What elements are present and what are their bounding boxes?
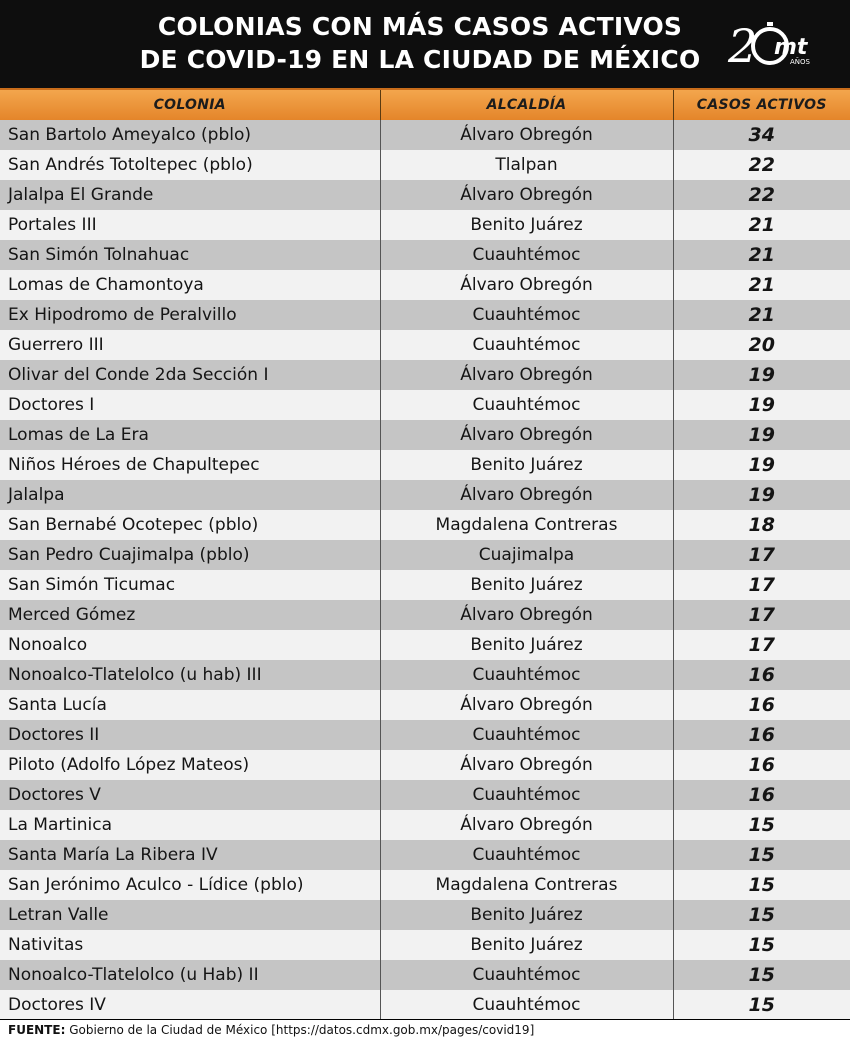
cases-table-wrap <box>0 88 850 1020</box>
table-row <box>0 150 850 180</box>
cell-colonia: Merced Gómez <box>0 600 380 630</box>
cell-casos-activos: 17 <box>673 570 850 600</box>
logo-subtitle: AÑOS <box>790 58 810 66</box>
cell-alcaldia: Álvaro Obregón <box>380 810 673 840</box>
cell-alcaldia: Álvaro Obregón <box>380 480 673 510</box>
cell-alcaldia: Cuauhtémoc <box>380 780 673 810</box>
table-row <box>0 240 850 270</box>
cell-colonia: Niños Héroes de Chapultepec <box>0 450 380 480</box>
table-row <box>0 930 850 960</box>
cell-alcaldia: Cuauhtémoc <box>380 990 673 1020</box>
column-header-colonia: COLONIA <box>0 89 380 120</box>
table-row <box>0 570 850 600</box>
cell-casos-activos: 19 <box>673 360 850 390</box>
table-header-row <box>0 89 850 120</box>
footer-text: Gobierno de la Ciudad de México [https://datos.cdmx.gob.mx/pages/covid19] <box>65 1023 535 1037</box>
cell-casos-activos: 15 <box>673 900 850 930</box>
cell-alcaldia: Tlalpan <box>380 150 673 180</box>
cell-casos-activos: 16 <box>673 750 850 780</box>
cell-colonia: Portales III <box>0 210 380 240</box>
cell-alcaldia: Magdalena Contreras <box>380 510 673 540</box>
table-row <box>0 750 850 780</box>
cell-colonia: Doctores IV <box>0 990 380 1020</box>
cell-alcaldia: Cuauhtémoc <box>380 300 673 330</box>
cell-alcaldia: Álvaro Obregón <box>380 360 673 390</box>
cell-casos-activos: 19 <box>673 390 850 420</box>
cell-alcaldia: Cuauhtémoc <box>380 330 673 360</box>
table-row <box>0 330 850 360</box>
cell-colonia: Doctores II <box>0 720 380 750</box>
cell-colonia: Nonoalco-Tlatelolco (u hab) III <box>0 660 380 690</box>
cell-casos-activos: 17 <box>673 540 850 570</box>
cell-alcaldia: Cuajimalpa <box>380 540 673 570</box>
cell-alcaldia: Álvaro Obregón <box>380 600 673 630</box>
cell-casos-activos: 16 <box>673 690 850 720</box>
cell-colonia: San Andrés Totoltepec (pblo) <box>0 150 380 180</box>
cell-colonia: Olivar del Conde 2da Sección I <box>0 360 380 390</box>
column-header-casos-activos: CASOS ACTIVOS <box>673 89 850 120</box>
cell-casos-activos: 15 <box>673 990 850 1020</box>
cell-alcaldia: Cuauhtémoc <box>380 720 673 750</box>
cell-alcaldia: Álvaro Obregón <box>380 420 673 450</box>
page-title <box>0 10 840 76</box>
table-row <box>0 690 850 720</box>
cell-casos-activos: 16 <box>673 720 850 750</box>
cell-casos-activos: 19 <box>673 450 850 480</box>
cell-casos-activos: 21 <box>673 300 850 330</box>
table-row <box>0 180 850 210</box>
table-row <box>0 510 850 540</box>
cell-casos-activos: 21 <box>673 240 850 270</box>
table-row <box>0 270 850 300</box>
milenio-20-anos-logo <box>726 14 826 76</box>
cell-casos-activos: 16 <box>673 660 850 690</box>
table-row <box>0 450 850 480</box>
source-footer <box>8 1023 848 1037</box>
cell-colonia: Nonoalco <box>0 630 380 660</box>
cell-casos-activos: 15 <box>673 870 850 900</box>
cell-alcaldia: Álvaro Obregón <box>380 750 673 780</box>
table-row <box>0 600 850 630</box>
cell-alcaldia: Álvaro Obregón <box>380 270 673 300</box>
cell-alcaldia: Cuauhtémoc <box>380 660 673 690</box>
cell-colonia: Letran Valle <box>0 900 380 930</box>
cell-alcaldia: Álvaro Obregón <box>380 690 673 720</box>
cell-colonia: Guerrero III <box>0 330 380 360</box>
cell-casos-activos: 17 <box>673 630 850 660</box>
cell-colonia: Jalalpa El Grande <box>0 180 380 210</box>
cell-casos-activos: 34 <box>673 120 850 150</box>
cell-colonia: Ex Hipodromo de Peralvillo <box>0 300 380 330</box>
cell-alcaldia: Benito Juárez <box>380 630 673 660</box>
cell-colonia: La Martinica <box>0 810 380 840</box>
cell-colonia: Doctores V <box>0 780 380 810</box>
table-row <box>0 810 850 840</box>
cell-casos-activos: 20 <box>673 330 850 360</box>
cell-casos-activos: 17 <box>673 600 850 630</box>
table-row <box>0 420 850 450</box>
footer-label: FUENTE: <box>8 1023 66 1037</box>
header-banner <box>0 0 850 88</box>
table-row <box>0 720 850 750</box>
table-row <box>0 870 850 900</box>
footer-divider <box>0 1019 850 1020</box>
cell-casos-activos: 15 <box>673 840 850 870</box>
cell-casos-activos: 22 <box>673 150 850 180</box>
cell-casos-activos: 21 <box>673 270 850 300</box>
cell-casos-activos: 16 <box>673 780 850 810</box>
table-row <box>0 540 850 570</box>
cell-colonia: San Pedro Cuajimalpa (pblo) <box>0 540 380 570</box>
cell-colonia: San Simón Ticumac <box>0 570 380 600</box>
cell-casos-activos: 15 <box>673 930 850 960</box>
cell-alcaldia: Magdalena Contreras <box>380 870 673 900</box>
cell-colonia: Piloto (Adolfo López Mateos) <box>0 750 380 780</box>
cell-colonia: Nativitas <box>0 930 380 960</box>
cell-casos-activos: 21 <box>673 210 850 240</box>
cell-colonia: San Jerónimo Aculco - Lídice (pblo) <box>0 870 380 900</box>
cell-colonia: Santa Lucía <box>0 690 380 720</box>
table-row <box>0 390 850 420</box>
table-row <box>0 210 850 240</box>
cases-table <box>0 88 850 1020</box>
cell-alcaldia: Benito Juárez <box>380 210 673 240</box>
table-body <box>0 120 850 1020</box>
cell-colonia: Lomas de Chamontoya <box>0 270 380 300</box>
cell-colonia: Santa María La Ribera IV <box>0 840 380 870</box>
table-row <box>0 300 850 330</box>
cell-alcaldia: Benito Juárez <box>380 570 673 600</box>
table-row <box>0 990 850 1020</box>
cell-colonia: San Bartolo Ameyalco (pblo) <box>0 120 380 150</box>
table-row <box>0 840 850 870</box>
table-row <box>0 360 850 390</box>
cell-colonia: San Simón Tolnahuac <box>0 240 380 270</box>
cell-casos-activos: 18 <box>673 510 850 540</box>
logo-number: 2 <box>728 19 758 73</box>
table-row <box>0 900 850 930</box>
logo-brand: mt <box>774 35 808 60</box>
cell-casos-activos: 19 <box>673 420 850 450</box>
cell-alcaldia: Cuauhtémoc <box>380 840 673 870</box>
cell-alcaldia: Cuauhtémoc <box>380 390 673 420</box>
cell-colonia: Lomas de La Era <box>0 420 380 450</box>
table-row <box>0 660 850 690</box>
cell-casos-activos: 15 <box>673 960 850 990</box>
table-row <box>0 120 850 150</box>
table-row <box>0 960 850 990</box>
cell-casos-activos: 19 <box>673 480 850 510</box>
cell-colonia: San Bernabé Ocotepec (pblo) <box>0 510 380 540</box>
cell-colonia: Doctores I <box>0 390 380 420</box>
table-row <box>0 630 850 660</box>
cell-casos-activos: 22 <box>673 180 850 210</box>
cell-alcaldia: Cuauhtémoc <box>380 960 673 990</box>
cell-alcaldia: Álvaro Obregón <box>380 120 673 150</box>
cell-casos-activos: 15 <box>673 810 850 840</box>
title-line-2: DE COVID-19 EN LA CIUDAD DE MÉXICO <box>139 45 701 74</box>
cell-alcaldia: Cuauhtémoc <box>380 240 673 270</box>
cell-alcaldia: Benito Juárez <box>380 900 673 930</box>
title-line-1: COLONIAS CON MÁS CASOS ACTIVOS <box>157 12 683 41</box>
cell-alcaldia: Benito Juárez <box>380 450 673 480</box>
cell-colonia: Jalalpa <box>0 480 380 510</box>
cell-alcaldia: Benito Juárez <box>380 930 673 960</box>
table-row <box>0 780 850 810</box>
cell-alcaldia: Álvaro Obregón <box>380 180 673 210</box>
column-header-alcaldia: ALCALDÍA <box>380 89 673 120</box>
cell-colonia: Nonoalco-Tlatelolco (u Hab) II <box>0 960 380 990</box>
table-row <box>0 480 850 510</box>
